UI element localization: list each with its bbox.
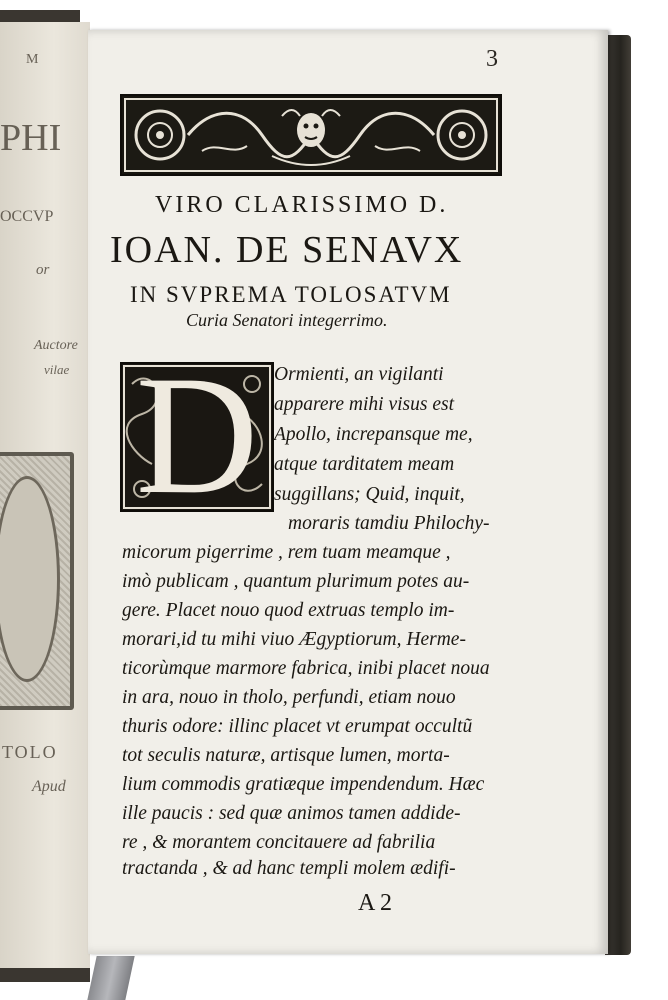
- text-line: apparere mihi visus est: [274, 394, 454, 415]
- text-line: micorum pigerrime , rem tuam meamque ,: [122, 542, 451, 563]
- left-page-fragment: Apud: [32, 778, 66, 795]
- text-line: ille paucis : sed quæ animos tamen addide-: [122, 803, 461, 824]
- left-page-fragment: or: [36, 262, 50, 278]
- text-line: moraris tamdiu Philochy-: [288, 513, 490, 534]
- text-line: Ormienti, an vigilanti: [274, 364, 444, 385]
- text-line: suggillans; Quid, inquit,: [274, 484, 465, 505]
- text-line: imò publicam , quantum plurimum potes au-: [122, 571, 470, 592]
- text-line: ticorùmque marmore fabrica, inibi placet noua: [122, 658, 490, 679]
- text-line: tractanda , & ad hanc templi molem ædifi-: [122, 858, 456, 879]
- text-line: thuris odore: illinc placet vt erumpat occultũ: [122, 716, 473, 737]
- text-line: in ara, nouo in tholo, perfundi, etiam nouo: [122, 687, 456, 708]
- signature-mark: A 2: [358, 890, 393, 916]
- book-cover-edge: [605, 35, 631, 955]
- left-page-fragment: Auctore: [34, 338, 78, 353]
- dedication-name: IOAN. DE SENAVX: [110, 229, 464, 271]
- ornamental-headpiece: [120, 94, 502, 176]
- decorated-initial: [120, 362, 274, 512]
- text-line: re , & morantem concitauere ad fabrilia: [122, 832, 436, 853]
- left-page-fragment: M: [26, 52, 39, 67]
- text-line: tot seculis naturæ, artisque lumen, morta-: [122, 745, 450, 766]
- left-page-fragment: PHI: [0, 117, 62, 159]
- left-page-fragment: vilae: [44, 362, 70, 377]
- left-page-fragment: OCCVP: [0, 208, 54, 225]
- initial-letter: D: [135, 362, 259, 512]
- ribbon-bookmark: [87, 956, 134, 1000]
- text-line: morari,id tu mihi viuo Ægyptiorum, Herme-: [122, 629, 466, 650]
- book-spine-bottom: [0, 968, 90, 982]
- dedication-line-1: VIRO CLARISSIMO D.: [155, 192, 449, 218]
- dedication-line-3: IN SVPREMA TOLOSATVM: [130, 282, 452, 307]
- page-number: 3: [486, 46, 498, 72]
- text-line: atque tarditatem meam: [274, 454, 455, 475]
- text-line: lium commodis gratiæque impendendum. Hæc: [122, 774, 485, 795]
- dedication-line-4: Curia Senatori integerrimo.: [186, 310, 388, 330]
- left-page-fragment: TOLO: [2, 742, 58, 762]
- text-line: gere. Placet nouo quod extruas templo im-: [122, 600, 455, 621]
- left-page-woodcut: [0, 452, 74, 710]
- headpiece-ornament: [122, 96, 500, 174]
- text-line: Apollo, increpansque me,: [274, 424, 473, 445]
